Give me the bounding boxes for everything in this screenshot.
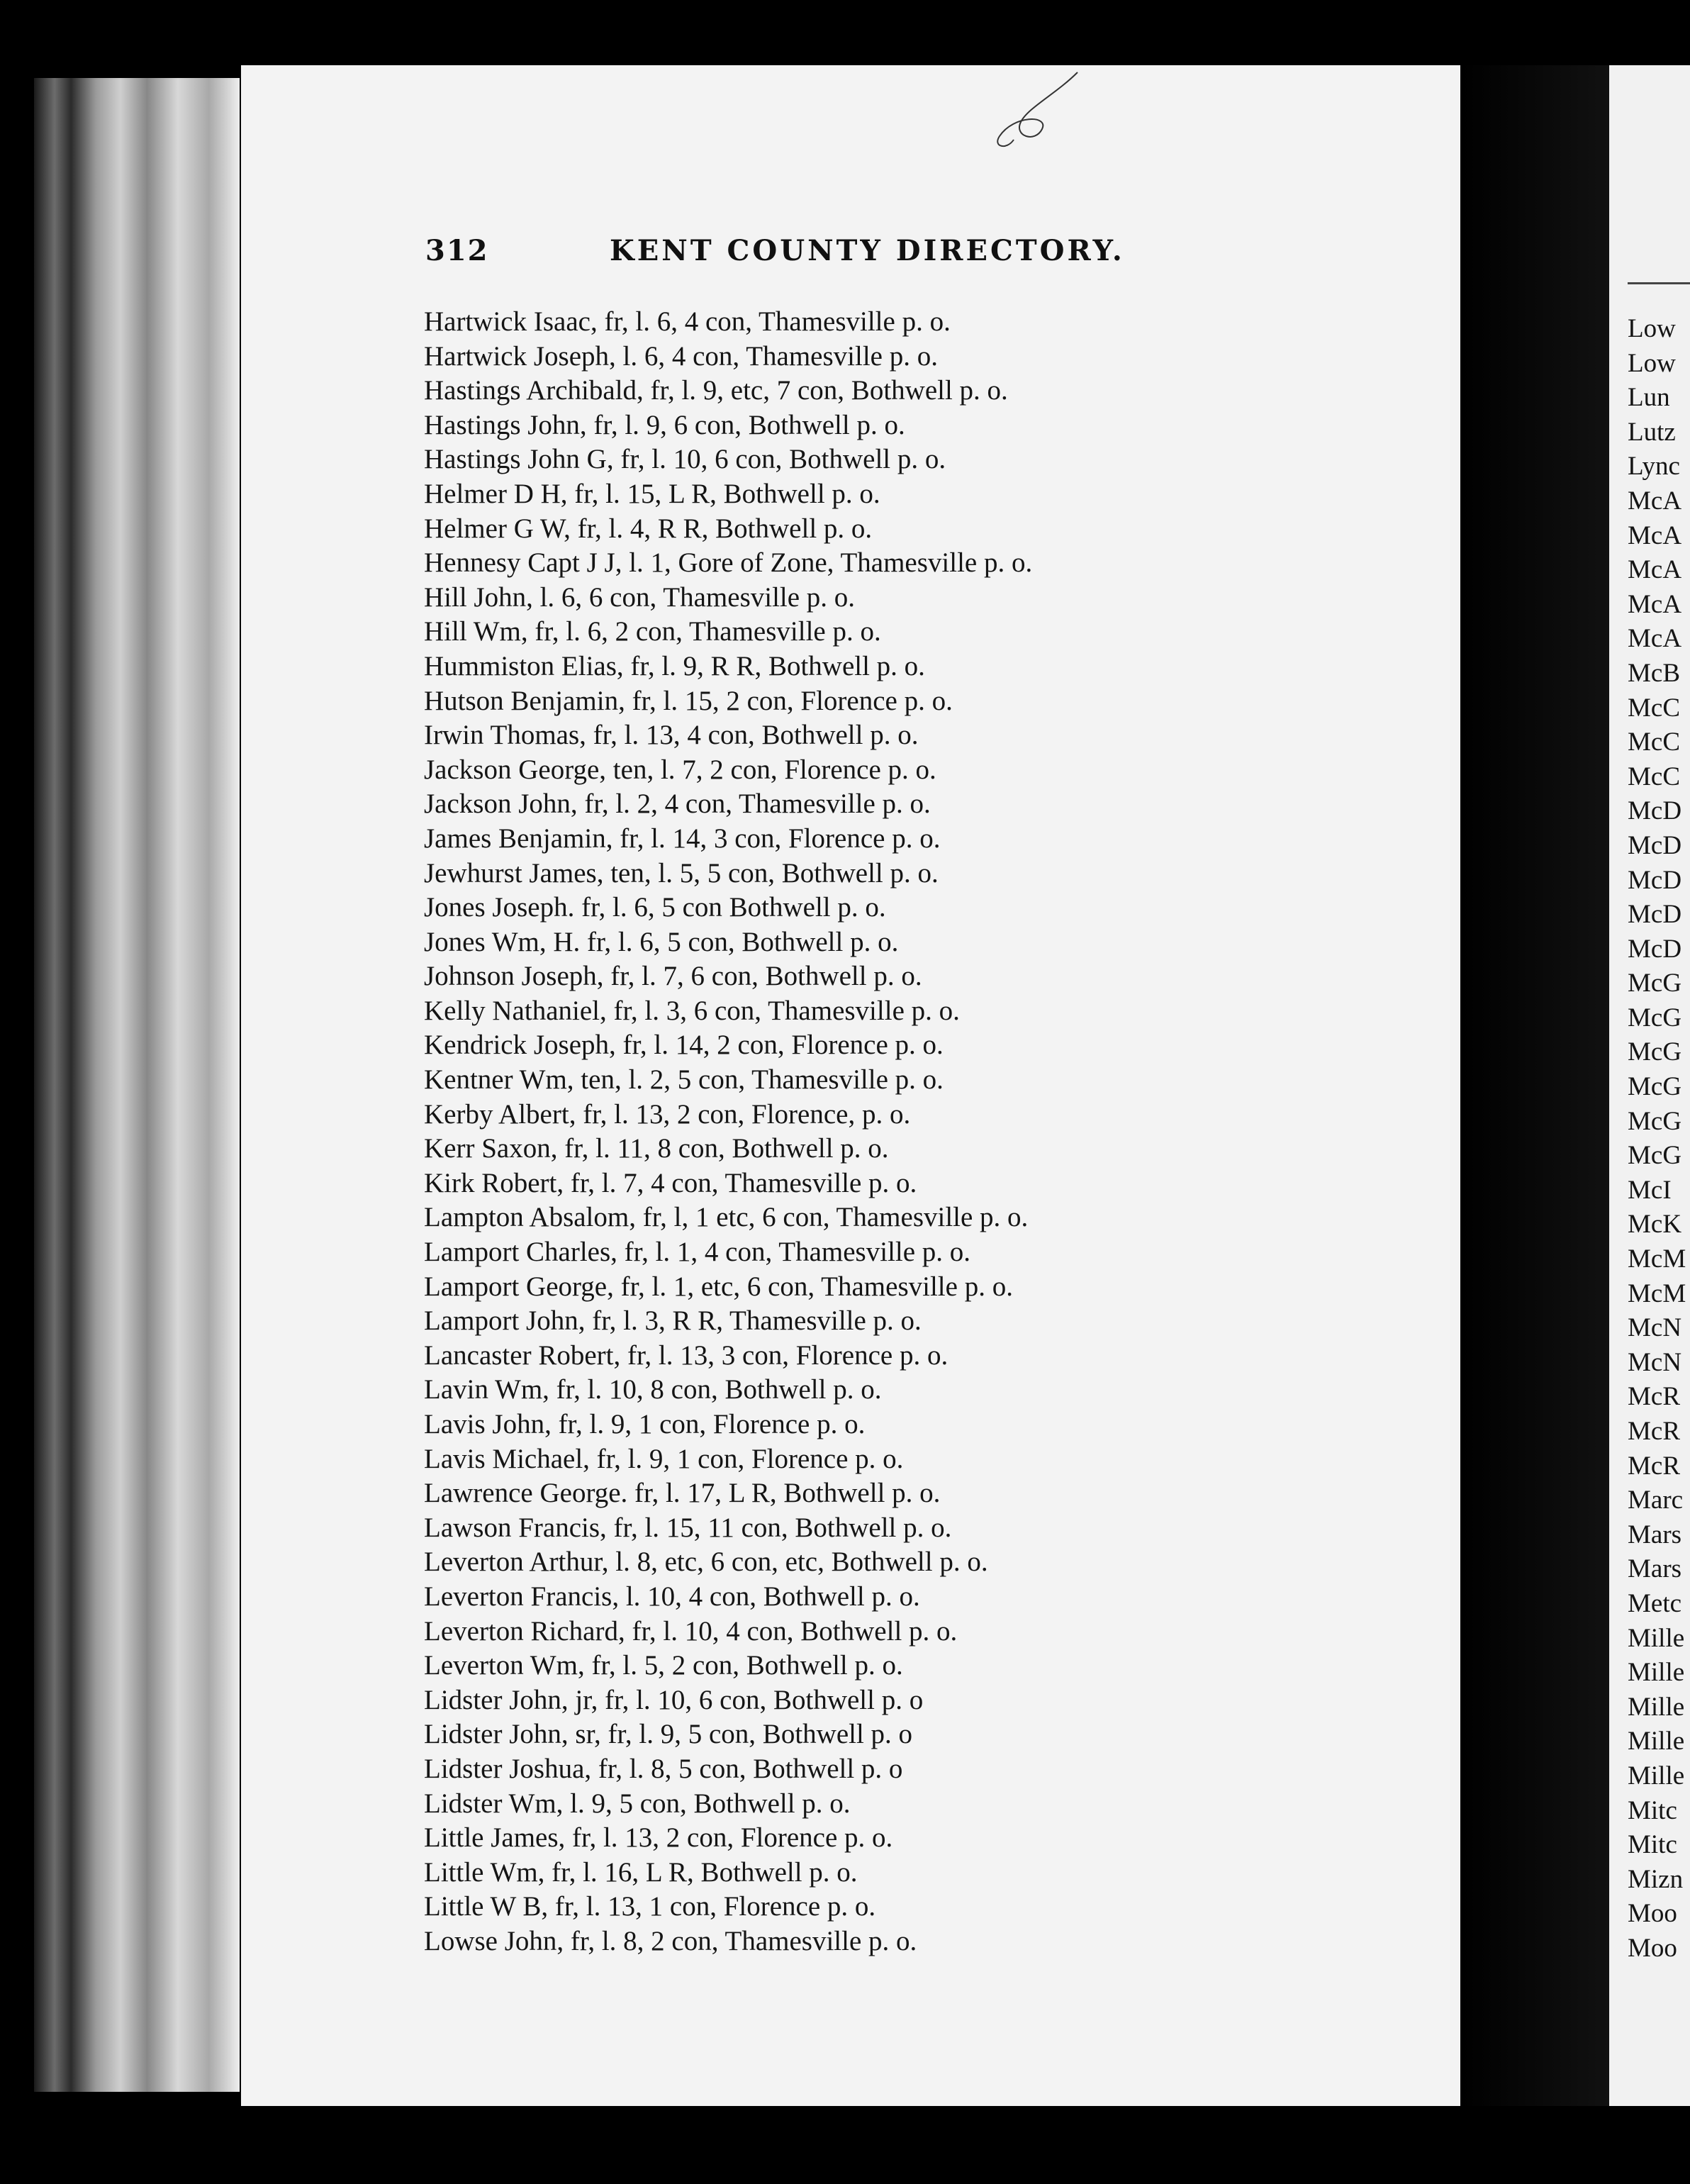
directory-entry: Lavin Wm, fr, l. 10, 8 con, Bothwell p. o.: [424, 1374, 882, 1405]
directory-entry: Lancaster Robert, fr, l. 13, 3 con, Florence p. o.: [424, 1339, 948, 1371]
right-page-entry-fragment: Moo: [1628, 1933, 1677, 1963]
right-page-entry-fragment: McD: [1628, 934, 1682, 964]
directory-entry: Hartwick Joseph, l. 6, 4 con, Thamesville p. o.: [424, 340, 938, 372]
directory-entry: Kendrick Joseph, fr, l. 14, 2 con, Florence p. o.: [424, 1030, 944, 1061]
directory-entry-list: [424, 305, 1445, 1959]
right-page-rule: [1628, 282, 1690, 284]
directory-entry: Lavis John, fr, l. 9, 1 con, Florence p. o.: [424, 1409, 866, 1439]
right-page-entry-fragment: Mille: [1628, 1727, 1685, 1756]
directory-entry: Leverton Wm, fr, l. 5, 2 con, Bothwell p. o.: [424, 1650, 903, 1681]
right-page-entry-fragment: McR: [1628, 1451, 1680, 1481]
right-page-entry-fragment: Lutz: [1628, 417, 1676, 447]
right-page-entry-fragment: McG: [1628, 1003, 1682, 1032]
directory-entry: Lidster John, sr, fr, l. 9, 5 con, Bothwell p. o: [424, 1719, 913, 1750]
right-page-entry-fragment: Metc: [1628, 1588, 1682, 1618]
directory-entry: Kerr Saxon, fr, l. 11, 8 con, Bothwell p. o.: [424, 1133, 889, 1164]
directory-entry: Johnson Joseph, fr, l. 7, 6 con, Bothwell p. o.: [424, 961, 922, 992]
right-page-entry-fragment: McD: [1628, 830, 1682, 860]
directory-entry: Hartwick Isaac, fr, l. 6, 4 con, Thamesville p. o.: [424, 306, 951, 337]
directory-entry: Kirk Robert, fr, l. 7, 4 con, Thamesville p. o.: [424, 1167, 917, 1198]
directory-entry: Lampton Absalom, fr, l, 1 etc, 6 con, Thamesville p. o.: [424, 1202, 1029, 1233]
right-page-entry-fragment: McA: [1628, 624, 1682, 654]
directory-entry: Hastings Archibald, fr, l. 9, etc, 7 con, Bothwell p. o.: [424, 375, 1008, 406]
right-page-entry-fragment: McC: [1628, 728, 1680, 757]
right-page-entry-fragment: McA: [1628, 555, 1682, 585]
right-page-entry-fragment: McI: [1628, 1175, 1672, 1205]
directory-entry: Jones Joseph. fr, l. 6, 5 con Bothwell p. o.: [424, 892, 886, 923]
right-page-entry-fragment: McR: [1628, 1382, 1680, 1412]
page-header: [425, 228, 1134, 271]
right-page-entry-fragment: McD: [1628, 865, 1682, 895]
directory-entry: Irwin Thomas, fr, l. 13, 4 con, Bothwell p. o.: [424, 720, 919, 751]
right-page-entry-fragment: Low: [1628, 314, 1676, 343]
directory-entry: Hastings John, fr, l. 9, 6 con, Bothwell p. o.: [424, 409, 905, 440]
right-page-entry-fragment: Lync: [1628, 452, 1680, 481]
right-page-entry-fragment: Lun: [1628, 383, 1670, 413]
directory-entry: Kentner Wm, ten, l. 2, 5 con, Thamesville p. o.: [424, 1064, 944, 1096]
right-page-entry-fragment: Mille: [1628, 1658, 1685, 1688]
directory-entry: Jackson George, ten, l. 7, 2 con, Florence p. o.: [424, 754, 936, 785]
right-page-entry-fragment: Mitc: [1628, 1795, 1677, 1825]
book-page-edges: [34, 78, 240, 2092]
directory-entry: Hastings John G, fr, l. 10, 6 con, Bothwell p. o.: [424, 444, 946, 475]
directory-entry: Hennesy Capt J J, l. 1, Gore of Zone, Thamesville p. o.: [424, 547, 1033, 579]
right-page-entry-fragment: McG: [1628, 1141, 1682, 1171]
directory-entry: Helmer D H, fr, l. 15, L R, Bothwell p. o.: [424, 478, 880, 509]
directory-entry: Hummiston Elias, fr, l. 9, R R, Bothwell p. o.: [424, 650, 925, 681]
right-page-entry-fragment: Low: [1628, 348, 1676, 378]
right-page-entry-fragment: McG: [1628, 1072, 1682, 1102]
right-page-entry-fragment: McN: [1628, 1347, 1682, 1377]
directory-entry: Jewhurst James, ten, l. 5, 5 con, Bothwell p. o.: [424, 857, 939, 888]
right-page-entry-fragment: McG: [1628, 969, 1682, 998]
book-gutter: [1460, 65, 1609, 2106]
directory-entry: Leverton Arthur, l. 8, etc, 6 con, etc, Bothwell p. o.: [424, 1547, 988, 1578]
right-page-entry-fragment: McG: [1628, 1106, 1682, 1136]
right-page-entry-fragment: Mars: [1628, 1554, 1682, 1584]
right-page-entry-fragment: McG: [1628, 1037, 1682, 1067]
directory-entry: Lamport Charles, fr, l. 1, 4 con, Thamesville p. o.: [424, 1237, 971, 1268]
right-page-entry-fragment: Mitc: [1628, 1830, 1677, 1860]
right-page-entry-fragment: McC: [1628, 762, 1680, 791]
directory-entry: Leverton Francis, l. 10, 4 con, Bothwell p. o.: [424, 1581, 920, 1612]
directory-entry: Lowse John, fr, l. 8, 2 con, Thamesville p. o.: [424, 1925, 917, 1956]
right-page-entry-fragment: Mille: [1628, 1623, 1685, 1653]
page-title: KENT COUNTY DIRECTORY.: [610, 234, 1125, 267]
right-page-entry-fragment: McA: [1628, 589, 1682, 619]
directory-entry: Helmer G W, fr, l. 4, R R, Bothwell p. o.: [424, 513, 873, 544]
right-page-entry-fragment: McC: [1628, 693, 1680, 723]
directory-entry: Little W B, fr, l. 13, 1 con, Florence p. o.: [424, 1891, 876, 1922]
right-page-entry-fragment: Mille: [1628, 1761, 1685, 1790]
directory-entry: Lamport George, fr, l. 1, etc, 6 con, Thamesville p. o.: [424, 1271, 1013, 1302]
directory-entry: Lawson Francis, fr, l. 15, 11 con, Bothwell p. o.: [424, 1512, 952, 1543]
right-page-entry-fragment: Mars: [1628, 1520, 1682, 1549]
right-page-entry-fragment: McA: [1628, 520, 1682, 550]
right-page-entry-fragment: McK: [1628, 1210, 1682, 1239]
directory-entry: Lamport John, fr, l. 3, R R, Thamesville p. o.: [424, 1305, 922, 1337]
right-page-entry-fragments: [1628, 312, 1690, 1966]
directory-entry: Hutson Benjamin, fr, l. 15, 2 con, Florence p. o.: [424, 685, 953, 716]
directory-entry: Lidster Joshua, fr, l. 8, 5 con, Bothwell p. o: [424, 1753, 903, 1784]
directory-entry: Leverton Richard, fr, l. 10, 4 con, Bothwell p. o.: [424, 1615, 958, 1647]
directory-entry: Lavis Michael, fr, l. 9, 1 con, Florence p. o.: [424, 1443, 904, 1474]
directory-entry: Lidster Wm, l. 9, 5 con, Bothwell p. o.: [424, 1788, 851, 1819]
right-page-entry-fragment: Mizn: [1628, 1864, 1684, 1894]
directory-entry: Kelly Nathaniel, fr, l. 3, 6 con, Thamesville p. o.: [424, 995, 960, 1026]
right-page-entry-fragment: McN: [1628, 1313, 1682, 1343]
right-page-entry-fragment: McD: [1628, 900, 1682, 930]
right-page-entry-fragment: McR: [1628, 1417, 1680, 1446]
directory-entry: Jones Wm, H. fr, l. 6, 5 con, Bothwell p. o.: [424, 926, 899, 957]
directory-entry: Hill Wm, fr, l. 6, 2 con, Thamesville p. o.: [424, 616, 881, 647]
directory-entry: Kerby Albert, fr, l. 13, 2 con, Florence, p. o.: [424, 1098, 911, 1130]
right-page-entry-fragment: McB: [1628, 658, 1680, 688]
directory-entry: James Benjamin, fr, l. 14, 3 con, Florence p. o.: [424, 823, 941, 854]
pen-scribble-mark: [971, 65, 1085, 165]
right-page-entry-fragment: McD: [1628, 796, 1682, 826]
right-page-entry-fragment: Marc: [1628, 1486, 1684, 1515]
right-page-entry-fragment: Mille: [1628, 1692, 1685, 1722]
directory-entry: Hill John, l. 6, 6 con, Thamesville p. o.: [424, 581, 856, 613]
right-page-entry-fragment: McA: [1628, 486, 1682, 516]
directory-entry: Jackson John, fr, l. 2, 4 con, Thamesville p. o.: [424, 789, 931, 820]
directory-entry: Little Wm, fr, l. 16, L R, Bothwell p. o.: [424, 1856, 858, 1888]
right-page-entry-fragment: McM: [1628, 1244, 1686, 1274]
right-page-entry-fragment: Moo: [1628, 1899, 1677, 1929]
directory-entry: Little James, fr, l. 13, 2 con, Florence p. o.: [424, 1822, 893, 1854]
directory-entry: Lawrence George. fr, l. 17, L R, Bothwell p. o.: [424, 1478, 941, 1509]
right-page-entry-fragment: McM: [1628, 1278, 1686, 1308]
directory-entry: Lidster John, jr, fr, l. 10, 6 con, Bothwell p. o: [424, 1684, 924, 1715]
page-number: 312: [425, 234, 489, 267]
